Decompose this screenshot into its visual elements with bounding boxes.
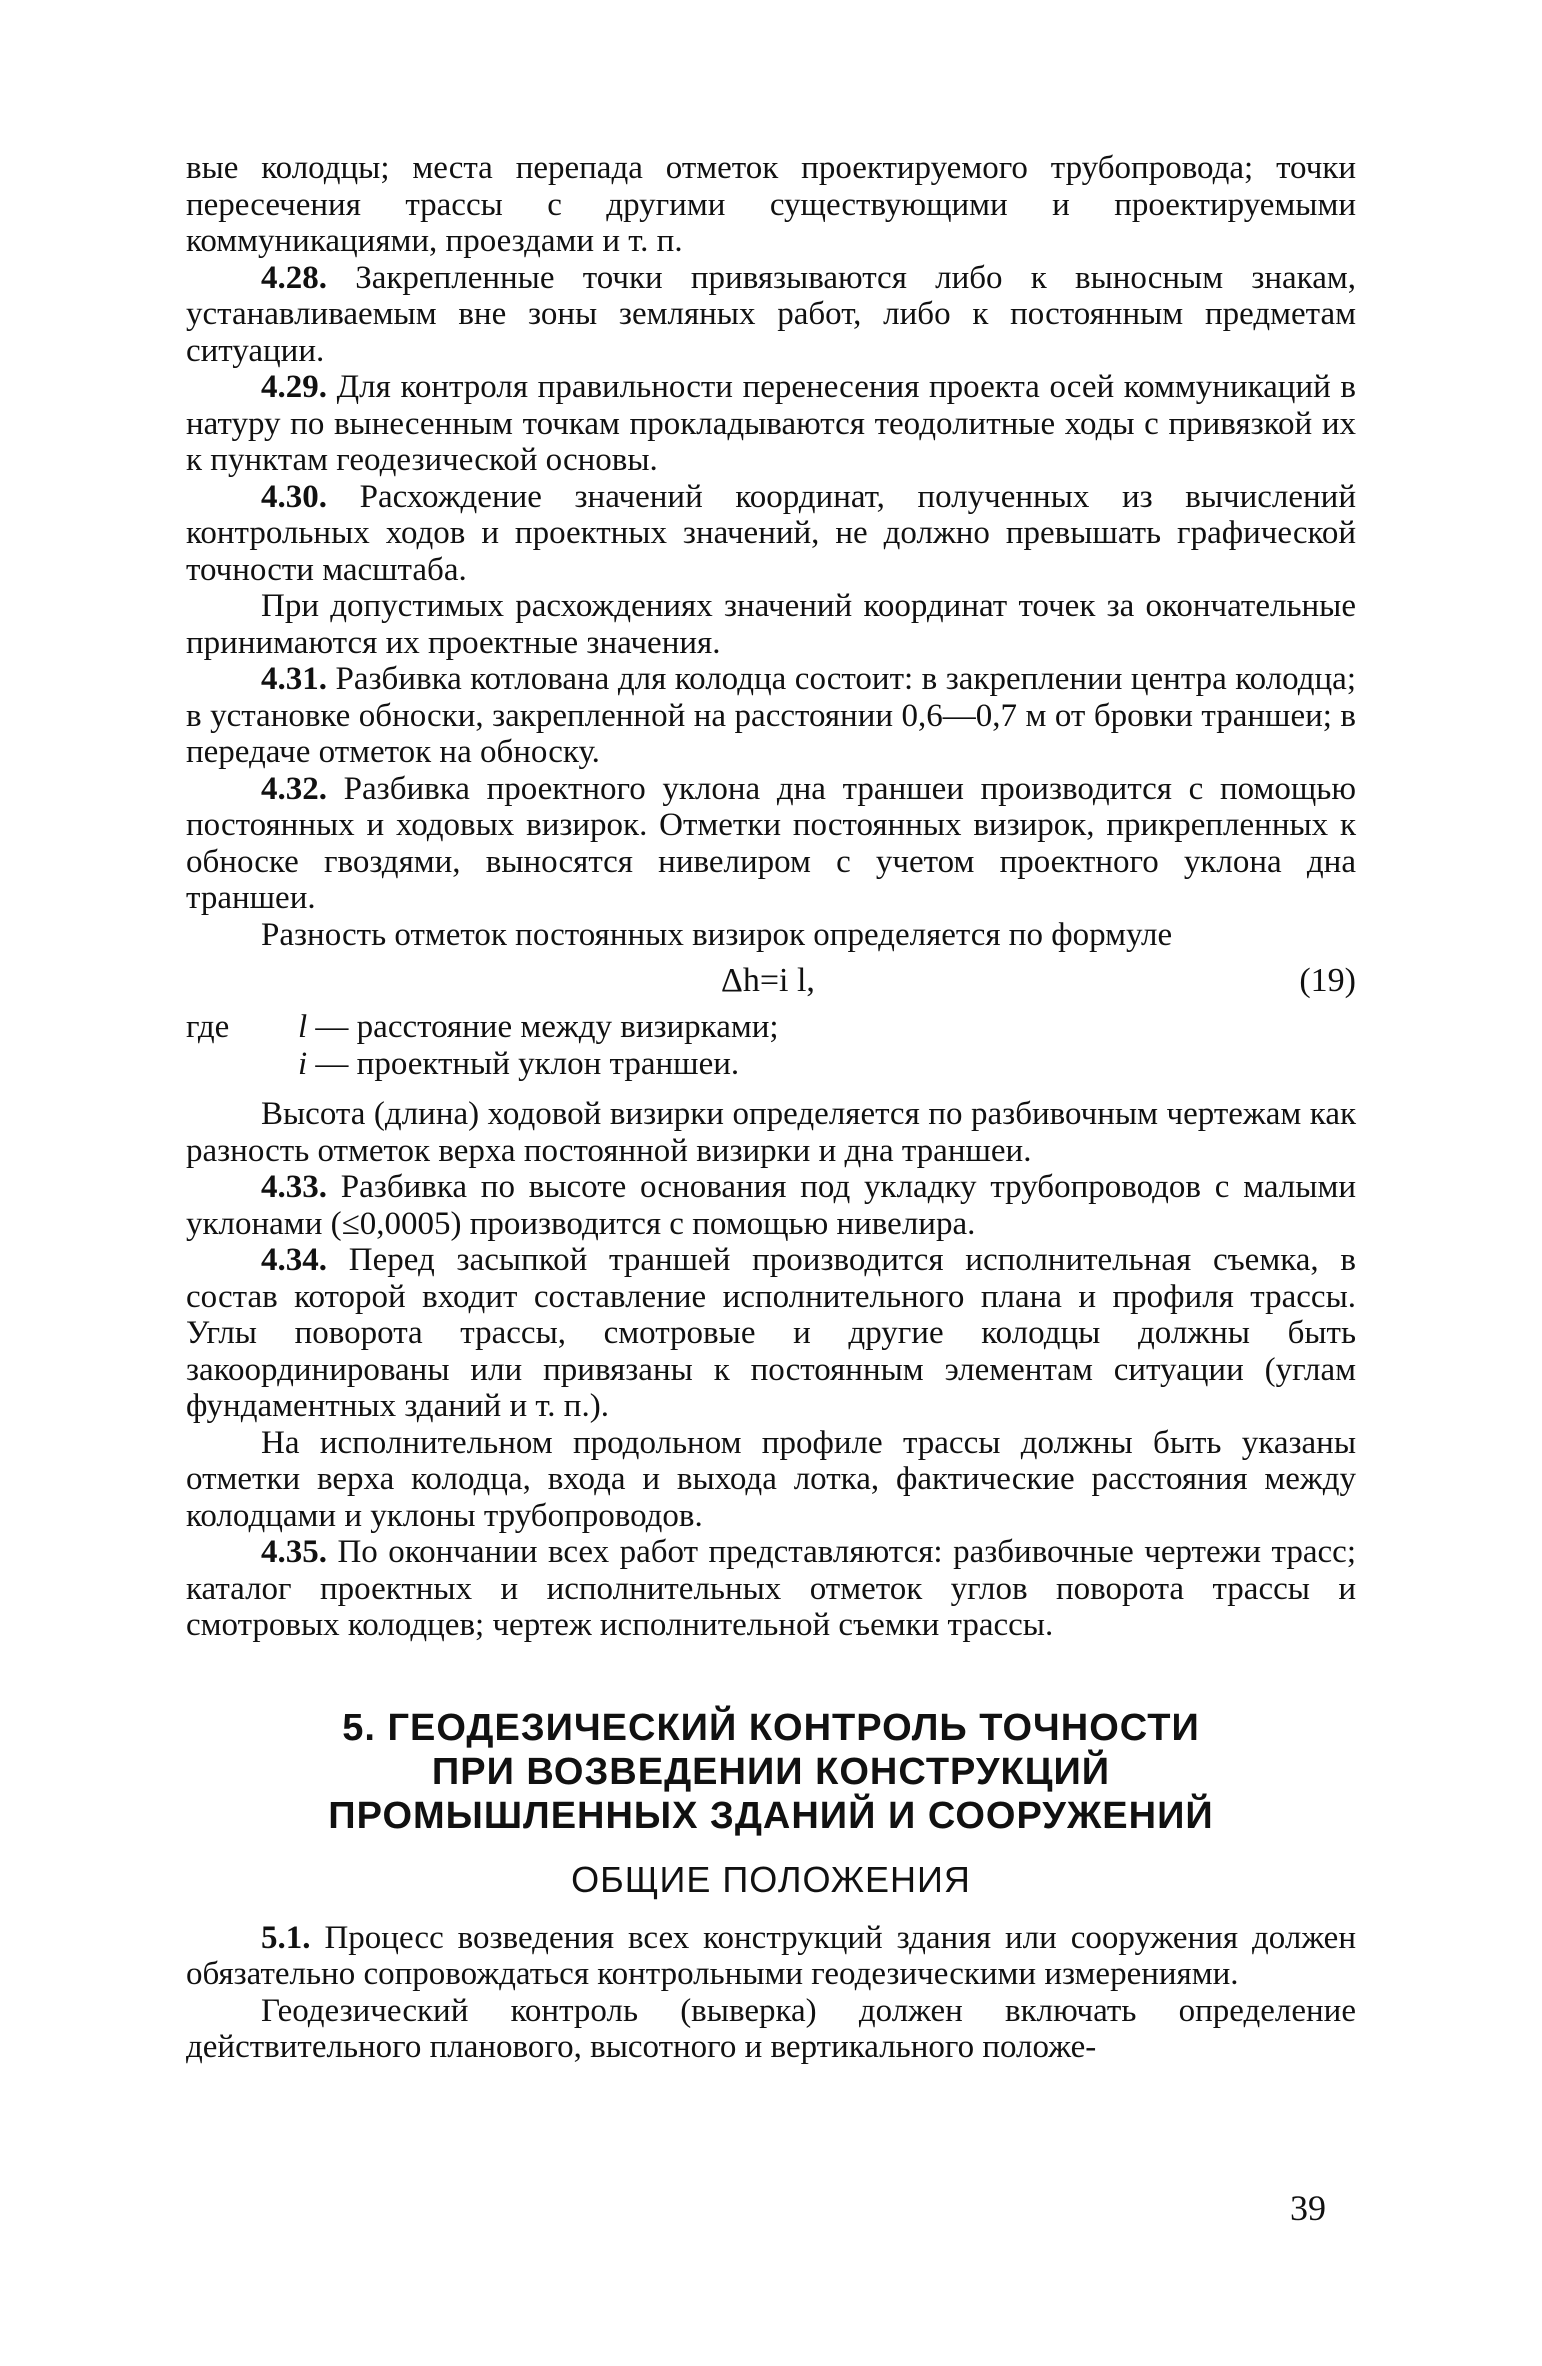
paragraph — [186, 661, 1356, 771]
legend-text: — расстояние между визирками; — [307, 1009, 779, 1045]
formula — [186, 957, 1356, 1005]
paragraph-text: Разбивка по высоте основания под укладку трубопроводов с малыми уклонами (≤0,0005) производится с помощью нивелира. — [186, 1169, 1356, 1242]
legend-row — [186, 1046, 1356, 1083]
formula-legend — [186, 1009, 1356, 1082]
paragraph — [186, 1242, 1356, 1425]
paragraph — [186, 260, 1356, 370]
paragraph — [186, 369, 1356, 479]
legend-text: — проектный уклон траншеи. — [307, 1045, 740, 1082]
paragraph — [186, 1425, 1356, 1535]
section-heading — [186, 1706, 1356, 1838]
paragraph — [186, 1096, 1356, 1169]
paragraph — [186, 917, 1356, 954]
formula-expression: Δh=i l, — [721, 962, 815, 999]
legend-symbol: l — [298, 1009, 308, 1045]
paragraphs-top — [186, 150, 1356, 953]
clause-number: 4.31. — [261, 661, 327, 697]
legend-symbol: i — [298, 1045, 308, 1082]
paragraphs-section — [186, 1920, 1356, 2066]
page-number: 39 — [1290, 2188, 1326, 2228]
clause-number: 4.33. — [261, 1169, 327, 1205]
paragraph — [186, 588, 1356, 661]
paragraph-text: На исполнительном продольном профиле трассы должны быть указаны отметки верха колодца, входа и выхода лотка, фактические расстояния между колодцами и уклоны трубопроводов. — [186, 1424, 1356, 1534]
paragraph-text: При допустимых расхождениях значений координат точек за окончательные принимаются их проектные значения. — [186, 588, 1356, 661]
clause-number: 4.32. — [261, 770, 327, 807]
clause-number: 4.30. — [261, 478, 327, 515]
paragraph — [186, 1169, 1356, 1242]
clause-number: 4.28. — [261, 259, 327, 296]
legend-row — [186, 1009, 1356, 1046]
paragraph — [186, 479, 1356, 589]
paragraph-text: Геодезический контроль (выверка) должен включать определение действительного планового, высотного и вертикального положе- — [186, 1992, 1356, 2065]
paragraph-text: Высота (длина) ходовой визирки определяется по разбивочным чертежам как разность отметок верха постоянной визирки и дна траншеи. — [186, 1096, 1356, 1169]
paragraph-text: Расхождение значений координат, полученных из вычислений контрольных ходов и проектных значений, не должно превышать графической точности масштаба. — [186, 478, 1356, 588]
heading-line: 5. ГЕОДЕЗИЧЕСКИЙ КОНТРОЛЬ ТОЧНОСТИ — [342, 1706, 1200, 1749]
paragraph — [186, 1534, 1356, 1644]
paragraph-text: вые колодцы; места перепада отметок проектируемого трубопровода; точки пересечения трассы с другими существующими и проектируемыми коммуникациями, проездами и т. п. — [186, 150, 1356, 259]
paragraph-text: Процесс возведения всех конструкций здания или сооружения должен обязательно сопровождаться контрольными геодезическими измерениями. — [186, 1919, 1356, 1992]
clause-number: 4.35. — [261, 1534, 327, 1570]
paragraph — [186, 1920, 1356, 1993]
paragraph — [186, 771, 1356, 917]
paragraph-text: Закрепленные точки привязываются либо к выносным знакам, устанавливаемым вне зоны земляных работ, либо к постоянным предметам ситуации. — [186, 259, 1356, 369]
heading-line: ПРОМЫШЛЕННЫХ ЗДАНИЙ И СООРУЖЕНИЙ — [328, 1794, 1214, 1837]
legend-spacer — [186, 1046, 298, 1083]
paragraph — [186, 150, 1356, 260]
paragraph — [186, 1993, 1356, 2066]
paragraphs-bottom — [186, 1096, 1356, 1644]
legend-item — [298, 1009, 779, 1046]
paragraph-text: Для контроля правильности перенесения проекта осей коммуникаций в натуру по вынесенным точкам прокладываются теодолитные ходы с привязкой их к пунктам геодезической основы. — [186, 369, 1356, 478]
paragraph-text: Перед засыпкой траншей производится исполнительная съемка, в состав которой входит составление исполнительного плана и профиля трассы. Углы поворота трассы, смотровые и другие колодцы должны быть закоординированы или привязаны к постоянным элементам ситуации (углам фундаментных зданий и т. п.). — [186, 1242, 1356, 1424]
paragraph-text: По окончании всех работ представляются: разбивочные чертежи трасс; каталог проектных и исполнительных отметок углов поворота трассы и смотровых колодцев; чертеж исполнительной съемки трассы. — [186, 1534, 1356, 1643]
clause-number: 5.1. — [261, 1919, 311, 1956]
paragraph-text: Разность отметок постоянных визирок определяется по формуле — [261, 916, 1173, 953]
formula-number: (19) — [1299, 962, 1356, 999]
legend-label: где — [186, 1009, 230, 1045]
heading-line: ПРИ ВОЗВЕДЕНИИ КОНСТРУКЦИЙ — [431, 1750, 1111, 1793]
document-page — [186, 150, 1356, 2066]
clause-number: 4.29. — [261, 369, 327, 405]
paragraph-text: Разбивка котлована для колодца состоит: в закреплении центра колодца; в установке обноски, закрепленной на расстоянии 0,6—0,7 м от бровки траншеи; в передаче отметок на обноску. — [186, 661, 1356, 770]
paragraph-text: Разбивка проектного уклона дна траншеи производится с помощью постоянных и ходовых визирок. Отметки постоянных визирок, прикрепленных к обноске гвоздями, выносятся нивелиром с учетом проектного уклона дна траншеи. — [186, 770, 1356, 916]
section-subheading: ОБЩИЕ ПОЛОЖЕНИЯ — [571, 1858, 971, 1900]
legend-item — [298, 1046, 739, 1083]
clause-number: 4.34. — [261, 1242, 327, 1278]
